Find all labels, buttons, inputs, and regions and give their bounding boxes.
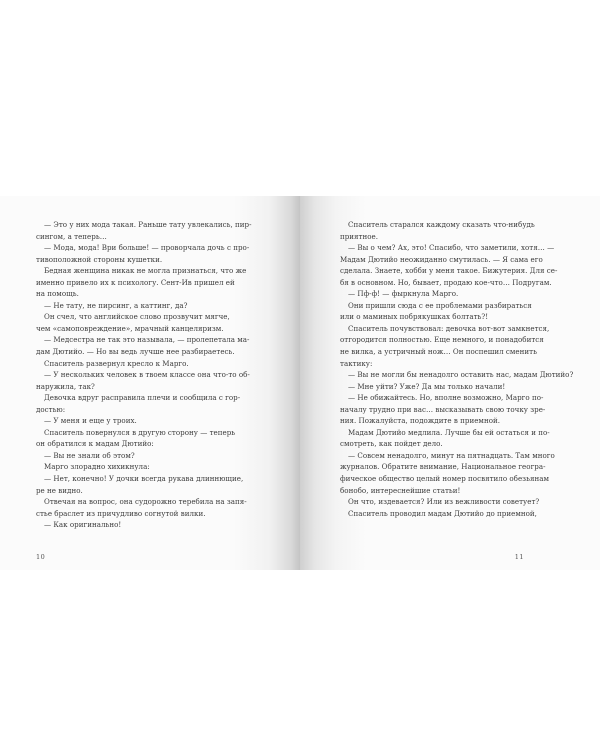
text-line: Спаситель развернул кресло к Марго. — [44, 358, 189, 368]
text-line: — Как оригинально! — [44, 520, 122, 530]
right-page — [300, 196, 600, 570]
text-line: достью: — [36, 404, 66, 414]
text-line: сингом, а теперь… — [36, 231, 107, 241]
text-line: тивоположной стороны кушетки. — [36, 254, 163, 264]
text-line: дам Дютийо. — Но вы ведь лучше нее разбираетесь. — [36, 347, 235, 357]
left-page-number: 10 — [36, 553, 46, 561]
left-page — [0, 196, 300, 570]
text-line: Отвечая на вопрос, она судорожно теребила на запя- — [44, 497, 247, 507]
text-line: он обратился к мадам Дютийо: — [36, 439, 154, 449]
text-line: Мадам Дютийо неожиданно смутилась. — Я сама его — [340, 254, 543, 264]
text-line: смотреть, как пойдет дело. — [340, 439, 443, 449]
text-line: Мадам Дютийо медлила. Лучше бы ей остаться и по- — [348, 427, 550, 437]
text-line: стье браслет из причудливо согнутой вилки. — [36, 508, 206, 518]
text-line: — У меня и еще у троих. — [44, 416, 137, 426]
book-spread — [0, 196, 600, 570]
text-line: Спаситель повернулся в другую сторону — теперь — [44, 427, 236, 437]
text-line: — Вы не могли бы ненадолго оставить нас, мадам Дютийо? — [348, 370, 574, 380]
text-line: — Вы не знали об этом? — [44, 450, 135, 460]
text-line: Спаситель проводил мадам Дютийо до приемной, — [348, 508, 537, 518]
text-line: Он что, издевается? Или из вежливости советует? — [348, 497, 540, 507]
text-line: наружила, так? — [36, 381, 95, 391]
text-line: тактику: — [340, 358, 373, 368]
text-line: — Совсем ненадолго, минут на пятнадцать. Там много — [348, 450, 555, 460]
text-line: приятное. — [340, 231, 379, 241]
text-line: ре не видно. — [36, 485, 83, 495]
text-line: — Нет, конечно! У дочки всегда рукава длиннющие, — [44, 474, 244, 484]
text-line: чем «самоповреждение», мрачный канцеляризм. — [36, 323, 224, 333]
text-line: на помощь. — [36, 289, 79, 299]
text-line: — Не тату, не пирсинг, а каттинг, да? — [44, 300, 188, 310]
text-line: — Мода, мода! Ври больше! — проворчала дочь с про- — [44, 243, 250, 253]
text-line: ния. Пожалуйста, подождите в приемной. — [340, 416, 501, 426]
text-line: именно привело их к психологу. Сент-Ив пришел ей — [36, 277, 235, 287]
text-line: — Медсестра не так это называла, — пролепетала ма- — [44, 335, 250, 345]
text-line: Марго злорадно хихикнула: — [44, 462, 150, 472]
text-line: — Мне уйти? Уже? Да мы только начали! — [348, 381, 506, 391]
text-line: — Пф-ф! — фыркнула Марго. — [348, 289, 459, 299]
right-page-number: 11 — [514, 553, 524, 561]
text-line: — Не обижайтесь. Но, вполне возможно, Марго по- — [348, 393, 544, 403]
text-line: не вилка, а устричный нож… Он поспешил сменить — [340, 347, 537, 357]
left-page-text — [36, 219, 274, 531]
text-line: бя в основном. Но, бывает, продаю кое-что… Подругам. — [340, 277, 552, 287]
text-line: — У нескольких человек в твоем классе она что-то об- — [44, 370, 250, 380]
text-line: началу трудно при вас… высказывать свою точку зре- — [340, 404, 546, 414]
text-line: Девочка вдруг расправила плечи и сообщила с гор- — [44, 393, 241, 403]
text-line: или о маминых побрякушках болтать?! — [340, 312, 489, 322]
text-line: Они пришли сюда с ее проблемами разбираться — [348, 300, 532, 310]
text-line: бонобо, интереснейшие статьи! — [340, 485, 461, 495]
text-line: Спаситель старался каждому сказать что-нибудь — [348, 220, 535, 229]
text-line: Он счел, что английское слово прозвучит мягче, — [44, 312, 230, 322]
text-line: сделала. Знаете, хобби у меня такое. Бижутерия. Для се- — [340, 266, 558, 276]
text-line: Спаситель почувствовал: девочка вот-вот замкнется, — [348, 323, 550, 333]
text-line: — Это у них мода такая. Раньше тату увлекались, пир- — [44, 220, 252, 229]
text-line: — Вы о чем? Ах, это! Спасибо, что заметили, хотя… — — [348, 243, 555, 253]
text-line: фическое общество целый номер посвятило обезьянам — [340, 474, 549, 484]
text-line: Бедная женщина никак не могла признаться, что же — [44, 266, 247, 276]
text-line: журналов. Обратите внимание, Национальное геогра- — [340, 462, 546, 472]
right-page-text — [340, 219, 578, 519]
text-line: отгородится полностью. Еще немного, и понадобится — [340, 335, 544, 345]
